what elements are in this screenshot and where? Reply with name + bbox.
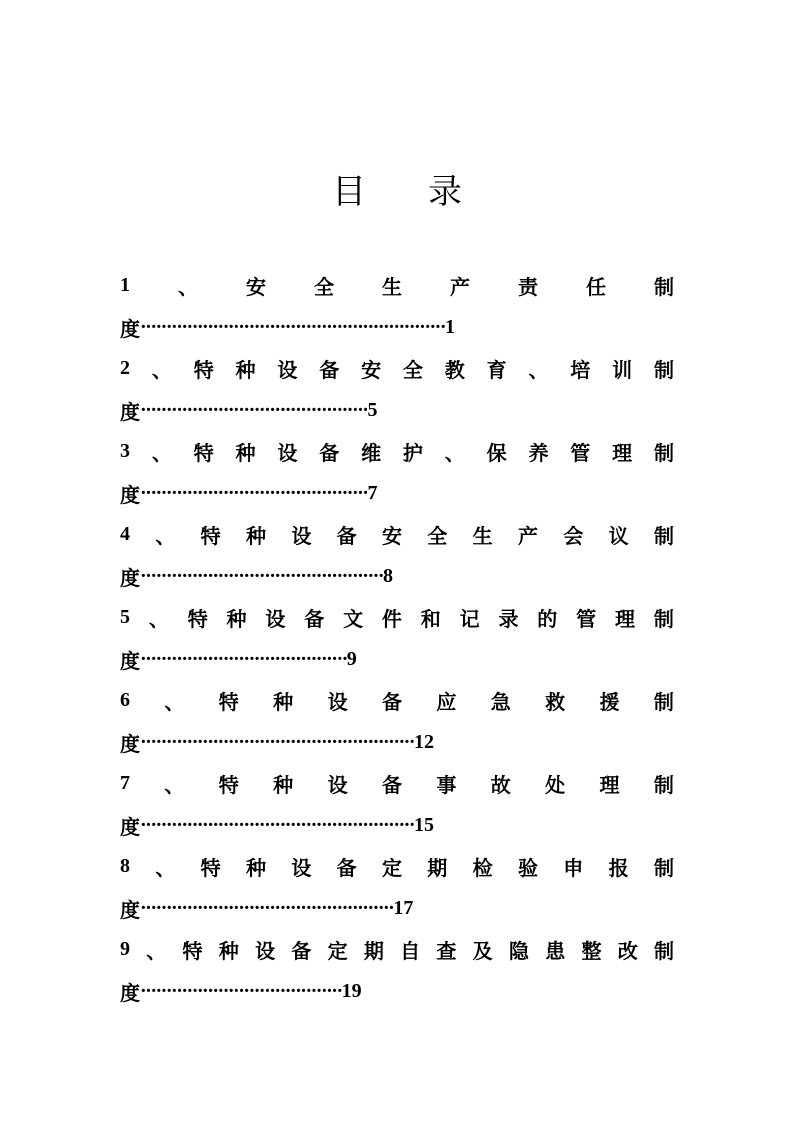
toc-entry-title-char: 期 xyxy=(427,855,448,880)
toc-entry-title-char: 整 xyxy=(581,938,602,963)
toc-entry-title-char: 患 xyxy=(545,938,566,963)
toc-entry-page-number: 1 xyxy=(445,315,456,338)
toc-entry-number: 4 xyxy=(120,522,130,545)
toc-entry-title-char: 申 xyxy=(563,855,584,880)
title-char-right: 录 xyxy=(428,172,462,212)
toc-entry-separator: 、 xyxy=(146,938,167,963)
toc-entry-title-char: 制 xyxy=(653,357,674,382)
toc-entry-separator: 、 xyxy=(164,689,185,714)
toc-entry-title-line xyxy=(120,845,674,887)
toc-entry-title-char: 特 xyxy=(200,855,221,880)
toc-entry-title-char: 事 xyxy=(436,772,457,797)
toc-entry-dot-leader: ············································ xyxy=(140,398,368,421)
toc-entry-title-tail: 度 xyxy=(120,565,140,590)
toc-entry-title-char: 安 xyxy=(361,357,382,382)
toc-entry-title-char: 设 xyxy=(277,357,298,382)
toc-entry-separator: 、 xyxy=(151,440,172,465)
toc-entry-title-line xyxy=(120,347,674,389)
toc-entry-title-char: 责 xyxy=(518,274,538,299)
toc-entry-number: 1 xyxy=(120,273,130,296)
toc-entry-separator: 、 xyxy=(155,523,176,548)
toc-entry-title-char: 设 xyxy=(277,440,298,465)
toc-entry-title-char: 产 xyxy=(517,523,538,548)
toc-entry[interactable] xyxy=(120,679,674,762)
page-title xyxy=(0,168,794,216)
toc-entry-leader-line xyxy=(120,971,362,1011)
toc-entry-leader-line xyxy=(120,390,377,430)
toc-entry-number: 2 xyxy=(120,356,130,379)
toc-entry-title-char: 安 xyxy=(381,523,402,548)
toc-entry-title-char: 特 xyxy=(200,523,221,548)
toc-entry-number: 7 xyxy=(120,771,130,794)
toc-entry-number: 5 xyxy=(120,605,130,628)
toc-entry-title-char: 件 xyxy=(381,606,402,631)
toc-entry-title-char: 援 xyxy=(599,689,620,714)
toc-entry-title-char: 救 xyxy=(545,689,566,714)
toc-entry-title-char: 教 xyxy=(444,357,465,382)
toc-entry[interactable] xyxy=(120,264,674,347)
toc-entry-title-char: 设 xyxy=(291,523,312,548)
toc-entry-title-char: 应 xyxy=(436,689,457,714)
toc-entry-leader-line xyxy=(120,307,455,347)
toc-entry-title-char: 养 xyxy=(528,440,549,465)
toc-entry-title-char: 特 xyxy=(218,689,239,714)
toc-entry[interactable] xyxy=(120,347,674,430)
toc-entry-title-char: 培 xyxy=(570,357,591,382)
toc-entry-title-char: 种 xyxy=(273,772,294,797)
toc-entry-leader-line xyxy=(120,556,393,596)
toc-entry-title-char: 制 xyxy=(653,855,674,880)
toc-entry-title-char: 查 xyxy=(436,938,457,963)
toc-entry-title-char: 处 xyxy=(545,772,566,797)
toc-entry[interactable] xyxy=(120,928,674,1011)
toc-entry-number: 8 xyxy=(120,854,130,877)
toc-entry-title-line xyxy=(120,762,674,804)
toc-entry-title-char: 护 xyxy=(402,440,423,465)
toc-entry-title-char: 设 xyxy=(291,855,312,880)
toc-entry-title-char: 种 xyxy=(273,689,294,714)
toc-entry-dot-leader: ··············································· xyxy=(140,564,383,587)
toc-entry[interactable] xyxy=(120,596,674,679)
toc-entry-title-char: 任 xyxy=(586,274,606,299)
toc-entry-title-char: 设 xyxy=(327,772,348,797)
toc-entry[interactable] xyxy=(120,762,674,845)
toc-entry-title-char: 训 xyxy=(612,357,633,382)
toc-entry-leader-line xyxy=(120,805,434,845)
toc-entry-title-char: 特 xyxy=(193,440,214,465)
toc-entry-title-char: 备 xyxy=(336,523,357,548)
toc-entry-title-tail: 度 xyxy=(120,399,140,424)
toc-entry-title-char: 改 xyxy=(617,938,638,963)
toc-entry-title-char: 故 xyxy=(490,772,511,797)
toc-entry-separator: 、 xyxy=(148,606,169,631)
toc-entry-title-char: 产 xyxy=(450,274,470,299)
toc-entry-title-line xyxy=(120,430,674,472)
toc-entry-title-char: 安 xyxy=(246,274,266,299)
toc-entry-dot-leader: ················································· xyxy=(140,896,394,919)
toc-entry-dot-leader: ············································ xyxy=(140,481,368,504)
toc-entry-title-char: 特 xyxy=(193,357,214,382)
toc-entry-title-char: 育 xyxy=(486,357,507,382)
toc-entry-title-char: 种 xyxy=(235,357,256,382)
toc-entry-title-char: 记 xyxy=(459,606,480,631)
toc-entry-title-char: 制 xyxy=(653,440,674,465)
toc-entry-title-char: 全 xyxy=(314,274,334,299)
toc-entry-separator: 、 xyxy=(155,855,176,880)
toc-entry-title-char: 特 xyxy=(182,938,203,963)
toc-entry-title-tail: 度 xyxy=(120,482,140,507)
toc-entry-page-number: 7 xyxy=(367,481,378,504)
toc-entry-number: 6 xyxy=(120,688,130,711)
toc-entry-dot-leader: ····················································· xyxy=(140,730,415,753)
toc-entry-separator: 、 xyxy=(178,274,198,299)
toc-entry[interactable] xyxy=(120,513,674,596)
toc-entry-title-tail: 度 xyxy=(120,316,140,341)
toc-entry-title-char: 理 xyxy=(612,440,633,465)
toc-entry-page-number: 5 xyxy=(367,398,378,421)
toc-entry-title-char: 种 xyxy=(245,855,266,880)
toc-entry-title-char: 种 xyxy=(245,523,266,548)
toc-entry-title-char: 、 xyxy=(444,440,465,465)
toc-entry-title-char: 检 xyxy=(472,855,493,880)
toc-entry-title-char: 定 xyxy=(381,855,402,880)
toc-entry-title-char: 制 xyxy=(653,523,674,548)
toc-entry-title-char: 备 xyxy=(381,689,402,714)
toc-entry-title-char: 制 xyxy=(653,772,674,797)
toc-entry-title-char: 制 xyxy=(653,606,674,631)
toc-entry-title-char: 备 xyxy=(319,357,340,382)
toc-entry-title-char: 备 xyxy=(381,772,402,797)
toc-entry-title-char: 生 xyxy=(382,274,402,299)
toc-entry-leader-line xyxy=(120,473,377,513)
toc-entry-title-char: 隐 xyxy=(508,938,529,963)
toc-entry-title-char: 维 xyxy=(361,440,382,465)
toc-entry-title-char: 的 xyxy=(537,606,558,631)
toc-entry-dot-leader: ········································ xyxy=(140,647,347,670)
toc-entry-separator: 、 xyxy=(164,772,185,797)
toc-entry-title-tail: 度 xyxy=(120,648,140,673)
toc-entry-page-number: 8 xyxy=(383,564,393,587)
toc-entry-page-number: 12 xyxy=(414,730,435,753)
title-char-left: 目 xyxy=(332,172,366,212)
toc-entry-number: 9 xyxy=(120,937,130,960)
toc-entry-page-number: 17 xyxy=(393,896,414,919)
toc-entry-title-char: 管 xyxy=(570,440,591,465)
toc-entry-title-char: 制 xyxy=(653,938,674,963)
toc-entry-leader-line xyxy=(120,639,357,679)
toc-entry[interactable] xyxy=(120,430,674,513)
toc-entry-separator: 、 xyxy=(151,357,172,382)
toc-entry-title-char: 设 xyxy=(255,938,276,963)
toc-entry-title-char: 会 xyxy=(563,523,584,548)
toc-entry-title-char: 种 xyxy=(218,938,239,963)
toc-entry-title-tail: 度 xyxy=(120,731,140,756)
toc-entry-title-char: 备 xyxy=(336,855,357,880)
table-of-contents xyxy=(120,264,674,1011)
toc-entry-page-number: 19 xyxy=(341,979,362,1002)
toc-entry-title-char: 理 xyxy=(614,606,635,631)
toc-entry-title-char: 制 xyxy=(653,689,674,714)
toc-entry-title-tail: 度 xyxy=(120,897,140,922)
toc-entry-title-char: 备 xyxy=(304,606,325,631)
toc-entry-page-number: 9 xyxy=(346,647,357,670)
toc-entry-dot-leader: ····················································· xyxy=(140,813,415,836)
toc-entry-title-char: 特 xyxy=(187,606,208,631)
toc-entry-title-char: 种 xyxy=(235,440,256,465)
toc-entry-title-char: 管 xyxy=(576,606,597,631)
toc-entry-title-char: 制 xyxy=(654,274,674,299)
toc-entry-title-char: 文 xyxy=(343,606,364,631)
toc-entry-title-line xyxy=(120,513,674,555)
toc-entry-title-char: 理 xyxy=(599,772,620,797)
toc-entry-title-tail: 度 xyxy=(120,980,140,1005)
toc-entry-title-char: 设 xyxy=(327,689,348,714)
toc-entry-title-tail: 度 xyxy=(120,814,140,839)
toc-entry-title-char: 设 xyxy=(265,606,286,631)
toc-entry-title-char: 特 xyxy=(218,772,239,797)
toc-entry-title-char: 自 xyxy=(400,938,421,963)
toc-entry-title-char: 期 xyxy=(363,938,384,963)
toc-entry-title-char: 验 xyxy=(517,855,538,880)
toc-entry-title-line xyxy=(120,679,674,721)
toc-entry-dot-leader: ··························································· xyxy=(140,315,446,338)
toc-entry-number: 3 xyxy=(120,439,130,462)
toc-entry-title-char: 种 xyxy=(226,606,247,631)
toc-entry-title-char: 、 xyxy=(528,357,549,382)
toc-entry-dot-leader: ······································· xyxy=(140,979,342,1002)
toc-entry-title-char: 备 xyxy=(319,440,340,465)
toc-entry-title-char: 报 xyxy=(608,855,629,880)
toc-entry-title-char: 录 xyxy=(498,606,519,631)
toc-entry-title-char: 议 xyxy=(608,523,629,548)
toc-entry-title-char: 及 xyxy=(472,938,493,963)
toc-entry-title-char: 生 xyxy=(472,523,493,548)
toc-entry-title-char: 全 xyxy=(427,523,448,548)
toc-entry-title-char: 全 xyxy=(402,357,423,382)
toc-entry-title-line xyxy=(120,596,674,638)
toc-entry-page-number: 15 xyxy=(414,813,435,836)
toc-entry-title-line xyxy=(120,928,674,970)
toc-entry-title-line xyxy=(120,264,674,306)
toc-entry-leader-line xyxy=(120,888,413,928)
toc-entry-title-char: 备 xyxy=(291,938,312,963)
toc-entry[interactable] xyxy=(120,845,674,928)
toc-entry-title-char: 保 xyxy=(486,440,507,465)
toc-entry-title-char: 定 xyxy=(327,938,348,963)
toc-entry-title-char: 急 xyxy=(490,689,511,714)
toc-entry-leader-line xyxy=(120,722,434,762)
toc-entry-title-char: 和 xyxy=(420,606,441,631)
